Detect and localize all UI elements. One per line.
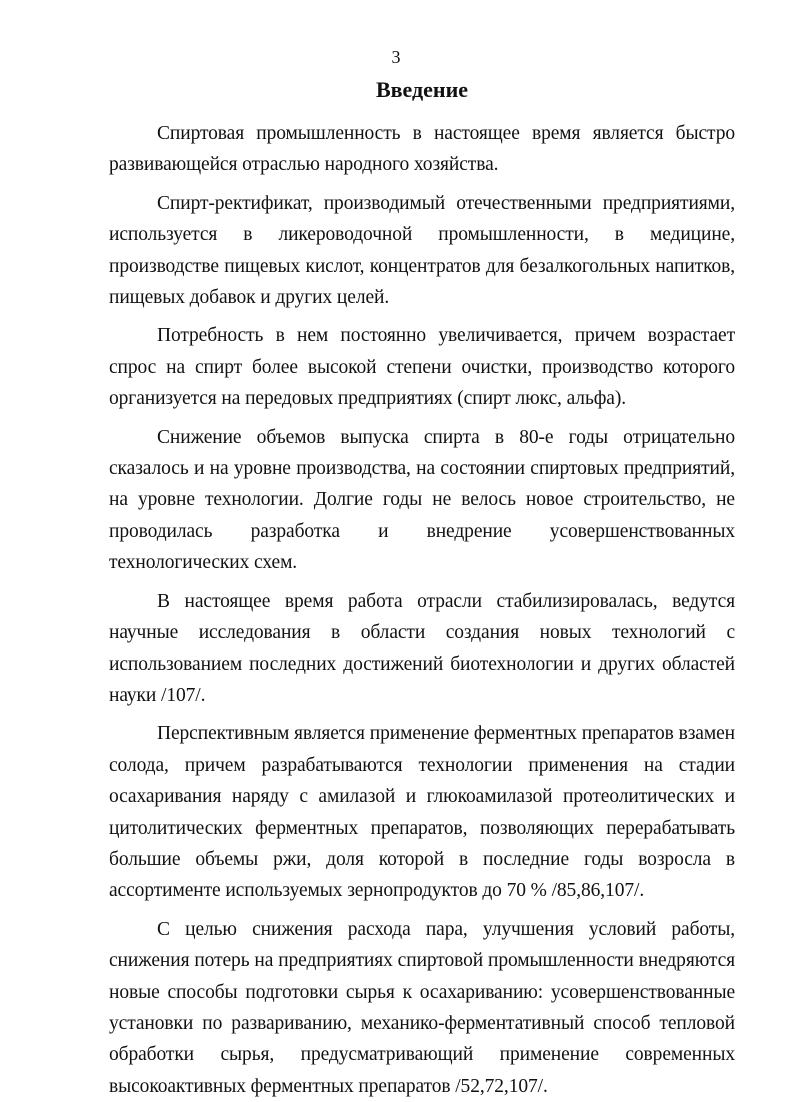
paragraph-1: Спиртовая промышленность в настоящее время является быстро развивающейся отраслью народного хозяйства. bbox=[109, 123, 735, 176]
paragraph-4: Снижение объемов выпуска спирта в 80-е годы отрицательно сказалось и на уровне производства, на состоянии спиртовых предприятий, на уровне технологии. Долгие годы не велось новое строительство, не проводилась разработка и внедрение усовершенствованных технологических схем. bbox=[109, 426, 735, 574]
paragraph-2: Спирт-ректификат, производимый отечественными предприятиями, используется в ликероводочной промышленности, в медицине, производстве пищевых кислот, концентратов для безалкогольных напитков, пищевых добавок и других целей. bbox=[109, 192, 735, 309]
page-title: Введение bbox=[375, 77, 469, 102]
paragraph-6: Перспективным является применение ферментных препаратов взамен солода, причем разрабатываются технологии применения на стадии осахаривания наряду с амилазой и глюкоамилазой протеолитических и цитолитических ферментных препаратов, позволяющих перерабатывать большие объемы ржи, доля которой в последние годы возросла в ассортименте используемых зернопродуктов до 70 % /85,86,107/. bbox=[109, 723, 735, 902]
paragraph-3: Потребность в нем постоянно увеличивается, причем возрастает спрос на спирт более высокой степени очистки, производство которого организуется на передовых предприятиях (спирт люкс, альфа). bbox=[109, 325, 735, 410]
page-number: 3 bbox=[391, 47, 401, 67]
paragraph-7: С целью снижения расхода пара, улучшения условий работы, снижения потерь на предприятиях спиртовой промышленности внедряются новые способы подготовки сырья к осахариванию: усовершенствованные установки по развариванию, механико-ферментативный способ тепловой обработки сырья, предусматривающий применение современных высокоактивных ферментных препаратов /52,72,107/. bbox=[109, 918, 735, 1097]
body-text bbox=[109, 118, 735, 1102]
paragraph-5: В настоящее время работа отрасли стабилизировалась, ведутся научные исследования в области создания новых технологий с использованием последних достижений биотехнологии и других областей науки /107/. bbox=[109, 590, 735, 706]
